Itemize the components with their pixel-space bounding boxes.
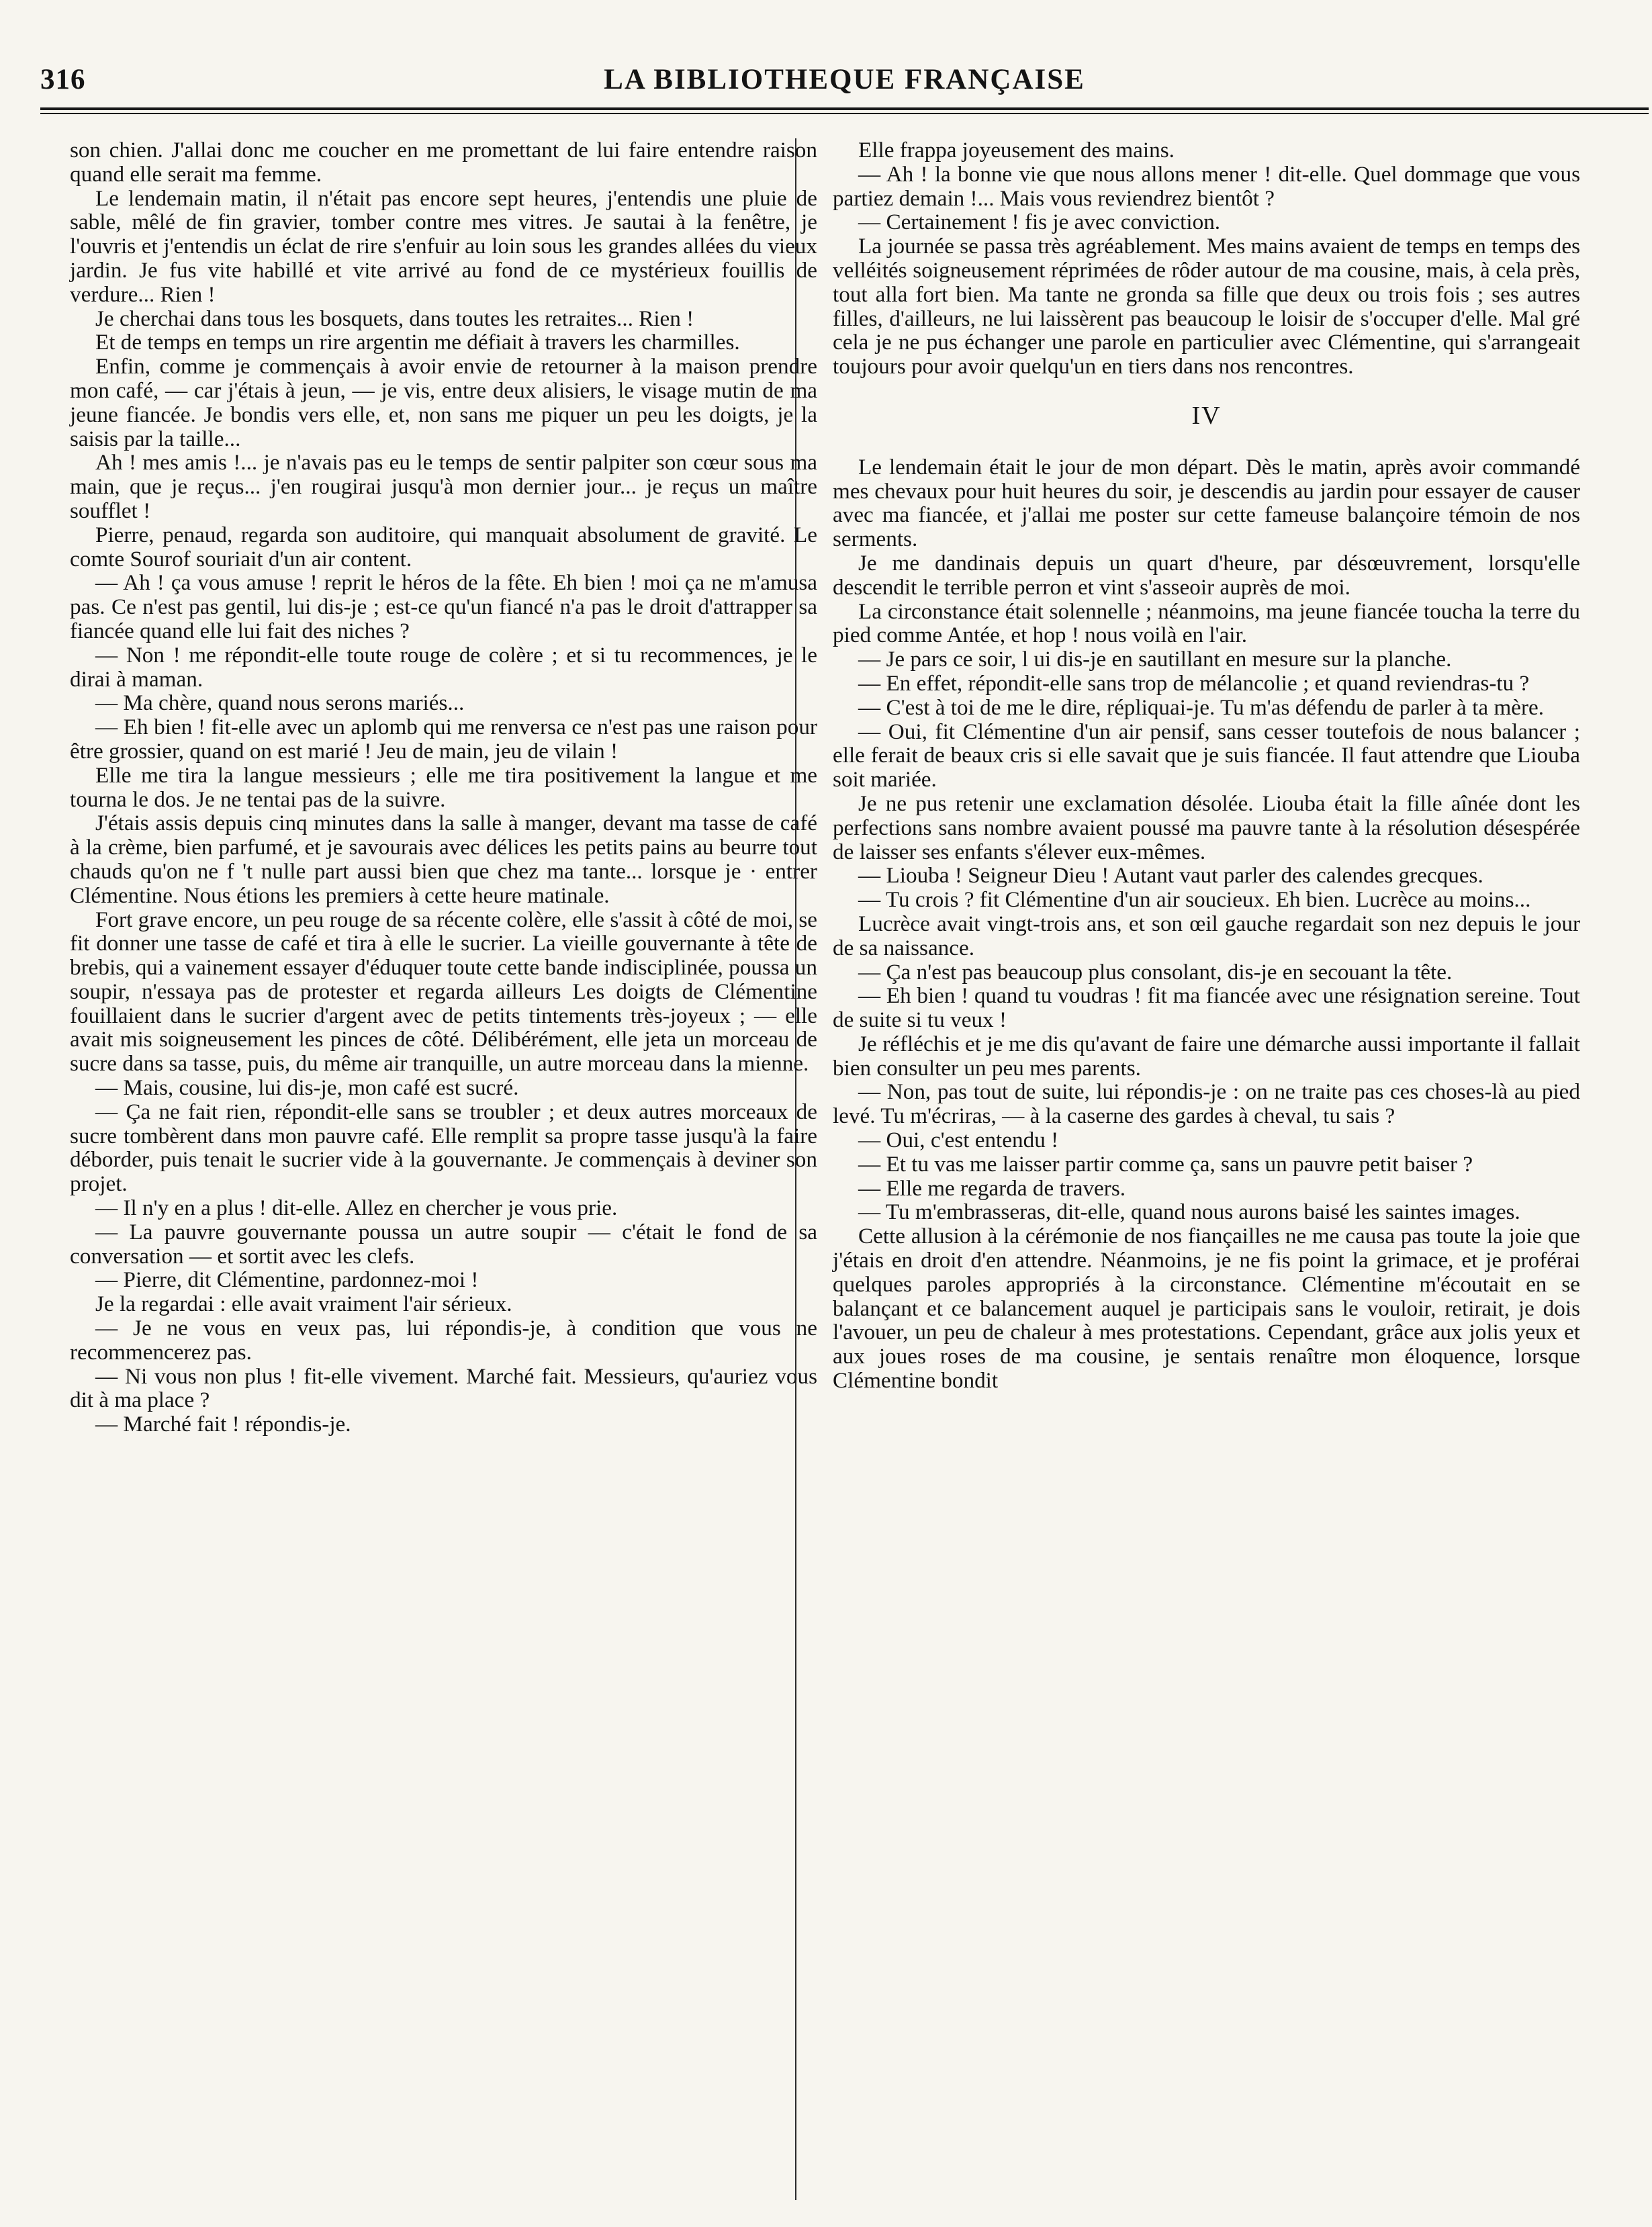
paragraph: Je cherchai dans tous les bosquets, dans toutes les retraites... Rien ! [95,306,694,331]
right-column [833,138,1580,1393]
paragraph: — Je pars ce soir, l ui dis-je en sautillant en mesure sur la planche. [858,647,1452,672]
paragraph: Pierre, penaud, regarda son auditoire, qui manquait absolument de gravité. Le comte Sourof souriait d'un air content. [70,522,817,572]
paragraph: — Pierre, dit Clémentine, pardonnez-moi ! [95,1267,479,1293]
paragraph: — Non ! me répondit-elle toute rouge de colère ; et si tu recommences, je le dirai à maman. [70,642,817,692]
paragraph: Et de temps en temps un rire argentin me défiait à travers les charmilles. [95,330,740,355]
paragraph: La journée se passa très agréablement. Mes mains avaient de temps en temps des velléités soigneusement réprimées de rôder autour de ma cousine, mais, à cela près, tout alla fort bien. Ma tante ne gronda sa fille que deux ou trois fois ; ses autres filles, d'ailleurs, ne lui laissèrent pas beaucoup le loisir de s'occuper d'elle. Mal gré cela je ne pus échanger une parole en particulier avec Clémentine, qui s'arrangeait toujours pour avoir quelqu'un en tiers dans nos rencontres. [833,234,1580,379]
paragraph: — Eh bien ! quand tu voudras ! fit ma fiancée avec une résignation sereine. Tout de suite si tu veux ! [833,983,1580,1033]
paragraph: — Ah ! ça vous amuse ! reprit le héros de la fête. Eh bien ! moi ça ne m'amusa pas. Ce n'est pas gentil, lui dis-je ; est-ce qu'un fiancé n'a pas le droit d'attrapper sa fiancée quand elle lui fait des niches ? [70,570,817,643]
paragraph: — Mais, cousine, lui dis-je, mon café est sucré. [95,1075,519,1101]
paragraph: — Ah ! la bonne vie que nous allons mener ! dit-elle. Quel dommage que vous partiez demain !... Mais vous reviendrez bientôt ? [833,161,1580,211]
paragraph: Je me dandinais depuis un quart d'heure, par désœuvrement, lorsqu'elle descendit le terrible perron et vint s'asseoir auprès de moi. [833,550,1580,600]
running-head: LA BIBLIOTHEQUE FRANÇAISE [604,64,1085,95]
paragraph: — Il n'y en a plus ! dit-elle. Allez en chercher je vous prie. [95,1195,618,1221]
header-rule-thin [40,113,1649,114]
paragraph: — Ma chère, quand nous serons mariés... [95,690,465,716]
paragraph: — Marché fait ! répondis-je. [95,1412,351,1437]
paragraph: — Oui, fit Clémentine d'un air pensif, sans cesser toutefois de nous balancer ; elle ferait de beaux cris si elle savait que je suis fiancée. Il faut attendre que Liouba soit mariée. [833,719,1580,792]
paragraph: Elle frappa joyeusement des mains. [858,138,1175,163]
paragraph: Le lendemain était le jour de mon départ. Dès le matin, après avoir commandé mes chevaux pour huit heures du soir, je descendis au jardin pour essayer de causer avec ma fiancée, et j'allai me poster sur cette fameuse balançoire témoin de nos serments. [833,454,1580,552]
paragraph: La circonstance était solennelle ; néanmoins, ma jeune fiancée toucha la terre du pied comme Antée, et hop ! nous voilà en l'air. [833,598,1580,648]
paragraph: — Tu crois ? fit Clémentine d'un air soucieux. Eh bien. Lucrèce au moins... [858,887,1531,913]
paragraph: — Et tu vas me laisser partir comme ça, sans un pauvre petit baiser ? [858,1151,1473,1177]
right-column-after-heading [833,455,1580,1393]
paragraph: Cette allusion à la cérémonie de nos fiançailles ne me causa pas toute la joie que j'étais en droit d'en attendre. Néanmoins, je ne fis point la grimace, et je proférai quelques paroles appropriés à la circonstance. Clémentine m'écoutait en se balançant et ce balancement auquel je participais sans le vouloir, retirait, je dois l'avouer, un peu de chaleur à mes protestations. Cependant, grâce aux jolis yeux et aux joues roses de ma cousine, je sentais renaître mon éloquence, lorsque Clémentine bondit [833,1224,1580,1394]
paragraph: — Je ne vous en veux pas, lui répondis-je, à condition que vous ne recommencerez pas. [70,1316,817,1365]
paragraph: — Tu m'embrasseras, dit-elle, quand nous aurons baisé les saintes images. [858,1199,1520,1225]
paragraph: Enfin, comme je commençais à avoir envie de retourner à la maison prendre mon café, — car j'étais à jeun, — je vis, entre deux alisiers, le visage mutin de ma jeune fiancée. Je bondis vers elle, et, non sans me piquer un peu les doigts, je la saisis par la taille... [70,354,817,451]
paragraph: Fort grave encore, un peu rouge de sa récente colère, elle s'assit à côté de moi, se fit donner une tasse de café et tira à elle le sucrier. La vieille gouvernante à tête de brebis, qui a vainement essayer d'éduquer toute cette bande indisciplinée, poussa un soupir, n'essaya pas de protester et regarda ailleurs Les doigts de Clémentine fouillaient dans le sucrier d'argent avec de petits tintements très-joyeux ; — elle avait mis soigneusement les pinces de côté. Délibérément, elle jeta un morceau de sucre dans sa tasse, puis, du même air tranquille, un autre morceau dans la mienne. [70,907,817,1077]
paragraph: J'étais assis depuis cinq minutes dans la salle à manger, devant ma tasse de café à la crème, bien parfumé, et je savourais avec délices les petits pains au beurre tout chauds qu'on ne f 't nulle part aussi bien que chez ma tante... lorsque je · entrer Clémentine. Nous étions les premiers à cette heure matinale. [70,811,817,908]
page-number: 316 [40,64,86,95]
paragraph: Je réfléchis et je me dis qu'avant de faire une démarche aussi importante il fallait bien consulter un peu mes parents. [833,1031,1580,1081]
paragraph: Elle me tira la langue messieurs ; elle me tira positivement la langue et me tourna le dos. Je ne tentai pas de la suivre. [70,762,817,812]
paragraph: — Certainement ! fis je avec conviction. [858,210,1221,235]
paragraph: — Liouba ! Seigneur Dieu ! Autant vaut parler des calendes grecques. [858,863,1483,889]
paragraph: Ah ! mes amis !... je n'avais pas eu le temps de sentir palpiter son cœur sous ma main, que je reçus... j'en rougirai jusqu'à mon dernier jour... je reçus un maître soufflet ! [70,450,817,523]
paragraph: son chien. J'allai donc me coucher en me promettant de lui faire entendre raison quand elle serait ma femme. [70,138,817,187]
paragraph: Le lendemain matin, il n'était pas encore sept heures, j'entendis une pluie de sable, mêlé de fin gravier, tomber contre mes vitres. Je sautai à la fenêtre, je l'ouvris et j'entendis un éclat de rire s'enfuir au loin sous les grandes allées du vieux jardin. Je fus vite habillé et vite arrivé au fond de ce mystérieux fouillis de verdure... Rien ! [70,185,817,307]
paragraph: — Eh bien ! fit-elle avec un aplomb qui me renversa ce n'est pas une raison pour être grossier, quand on est marié ! Jeu de main, jeu de vilain ! [70,715,817,764]
paragraph: — En effet, répondit-elle sans trop de mélancolie ; et quand reviendras-tu ? [858,670,1530,696]
header-rule [40,107,1649,110]
paragraph: Je la regardai : elle avait vraiment l'air sérieux. [95,1291,512,1317]
paragraph: — C'est à toi de me le dire, répliquai-je. Tu m'as défendu de parler à ta mère. [858,694,1545,720]
paragraph: Je ne pus retenir une exclamation désolée. Liouba était la fille aînée dont les perfections sans nombre avaient poussé ma pauvre tante à la résolution désespérée de laisser ses enfants s'élever eux-mêmes. [833,790,1580,864]
paragraph: — La pauvre gouvernante poussa un autre soupir — c'était le fond de sa conversation — et sortit avec les clefs. [70,1219,817,1269]
paragraph: — Non, pas tout de suite, lui répondis-je : on ne traite pas ces choses-là au pied levé. Tu m'écriras, — à la caserne des gardes à cheval, tu sais ? [833,1079,1580,1129]
paragraph: Lucrèce avait vingt-trois ans, et son œil gauche regardait son nez depuis le jour de sa naissance. [833,911,1580,960]
paragraph: — Ça ne fait rien, répondit-elle sans se troubler ; et deux autres morceaux de sucre tombèrent dans mon pauvre café. Elle remplit sa propre tasse jusqu'à la faire déborder, puis tenait le sucrier vide à la gouvernante. Je commençais à deviner son projet. [70,1099,817,1197]
right-column-before-heading [833,138,1580,379]
left-column [70,138,817,1437]
paragraph: — Ça n'est pas beaucoup plus consolant, dis-je en secouant la tête. [858,959,1453,985]
paragraph: — Oui, c'est entendu ! [858,1128,1059,1153]
paragraph: — Ni vous non plus ! fit-elle vivement. Marché fait. Messieurs, qu'auriez vous dit à ma place ? [70,1363,817,1413]
section-heading: IV [1191,401,1222,430]
paragraph: — Elle me regarda de travers. [858,1175,1126,1201]
page-header [40,59,1649,103]
